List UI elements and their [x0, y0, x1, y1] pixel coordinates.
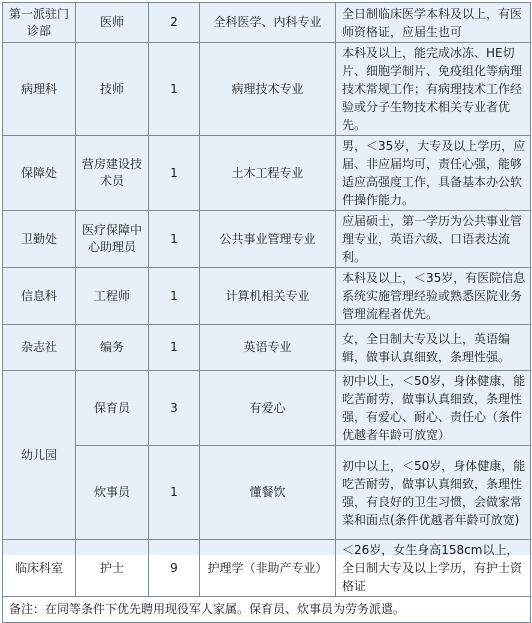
department-cell: 保障处	[3, 136, 76, 211]
position-cell: 医疗保障中心助理员	[76, 211, 149, 268]
major-cell: 计算机相关专业	[200, 268, 336, 325]
table-row	[3, 43, 531, 136]
headcount-cell: 1	[149, 136, 200, 211]
headcount-cell: 2	[149, 3, 200, 43]
recruitment-table-container	[2, 2, 530, 616]
position-cell: 工程师	[76, 268, 149, 325]
major-cell: 病理技术专业	[200, 43, 336, 136]
department-cell: 临床科室	[3, 540, 76, 597]
major-cell: 土木工程专业	[200, 136, 336, 211]
note-cell: 备注：在同等条件下优先聘用现役军人家属。保育员、炊事员为劳务派遣。	[3, 597, 531, 623]
requirements-cell: 全日制临床医学本科及以上，有医师资格证，应届生也可	[336, 3, 531, 43]
major-cell: 护理学（非助产专业）	[200, 540, 336, 597]
headcount-cell: 3	[149, 371, 200, 446]
requirements-cell: 本科及以上，能完成冰冻、HE切片、细胞学制片、免疫组化等病理技术常规工作；有病理技术工作经验或分子生物技术相关专业者优先。	[336, 43, 531, 136]
table-row	[3, 371, 531, 446]
headcount-cell: 1	[149, 268, 200, 325]
department-cell: 第一派驻门诊部	[3, 3, 76, 43]
major-cell: 全科医学、内科专业	[200, 3, 336, 43]
requirements-cell: 初中以上，＜50岁，身体健康，能吃苦耐劳，做事认真细致，条理性强，有爱心、耐心、责任心（条件优越者年龄可放宽）	[336, 371, 531, 446]
requirements-cell: 女，全日制大专及以上，英语编辑，做事认真细致，条理性强。	[336, 325, 531, 371]
department-cell: 杂志社	[3, 325, 76, 371]
department-cell: 病理科	[3, 43, 76, 136]
recruitment-table	[2, 2, 531, 623]
position-cell: 编务	[76, 325, 149, 371]
position-cell: 技师	[76, 43, 149, 136]
requirements-cell: 初中以上，＜50岁，身体健康，能吃苦耐劳，做事认真细致，条理性强，有良好的卫生习惯，会做家常菜和面点(条件优越者年龄可放宽)	[336, 446, 531, 540]
requirements-cell: 男，＜35岁，大专及以上学历，应届、非应届均可，责任心强，能够适应高强度工作，具备基本办公软件操作能力。	[336, 136, 531, 211]
department-cell: 信息科	[3, 268, 76, 325]
requirements-cell: 本科及以上，＜35岁，有医院信息系统实施管理经验或熟悉医院业务管理流程者优先。	[336, 268, 531, 325]
table-row	[3, 325, 531, 371]
note-row	[3, 597, 531, 623]
major-cell: 懂餐饮	[200, 446, 336, 540]
department-cell: 卫勤处	[3, 211, 76, 268]
major-cell: 有爱心	[200, 371, 336, 446]
headcount-cell: 1	[149, 446, 200, 540]
table-row	[3, 3, 531, 43]
table-row	[3, 540, 531, 597]
position-cell: 医师	[76, 3, 149, 43]
headcount-cell: 1	[149, 325, 200, 371]
position-cell: 保育员	[76, 371, 149, 446]
headcount-cell: 1	[149, 211, 200, 268]
table-row	[3, 211, 531, 268]
major-cell: 公共事业管理专业	[200, 211, 336, 268]
headcount-cell: 9	[149, 540, 200, 597]
headcount-cell: 1	[149, 43, 200, 136]
table-row	[3, 268, 531, 325]
requirements-cell: ＜26岁，女生身高158cm以上，全日制大专及以上学历，有护士资格证	[336, 540, 531, 597]
position-cell: 护士	[76, 540, 149, 597]
major-cell: 英语专业	[200, 325, 336, 371]
position-cell: 营房建设技术员	[76, 136, 149, 211]
requirements-cell: 应届硕士，第一学历为公共事业管理专业，英语六级、口语表达流利。	[336, 211, 531, 268]
table-row	[3, 136, 531, 211]
table-row	[3, 446, 531, 540]
position-cell: 炊事员	[76, 446, 149, 540]
department-cell: 幼儿园	[3, 371, 76, 540]
